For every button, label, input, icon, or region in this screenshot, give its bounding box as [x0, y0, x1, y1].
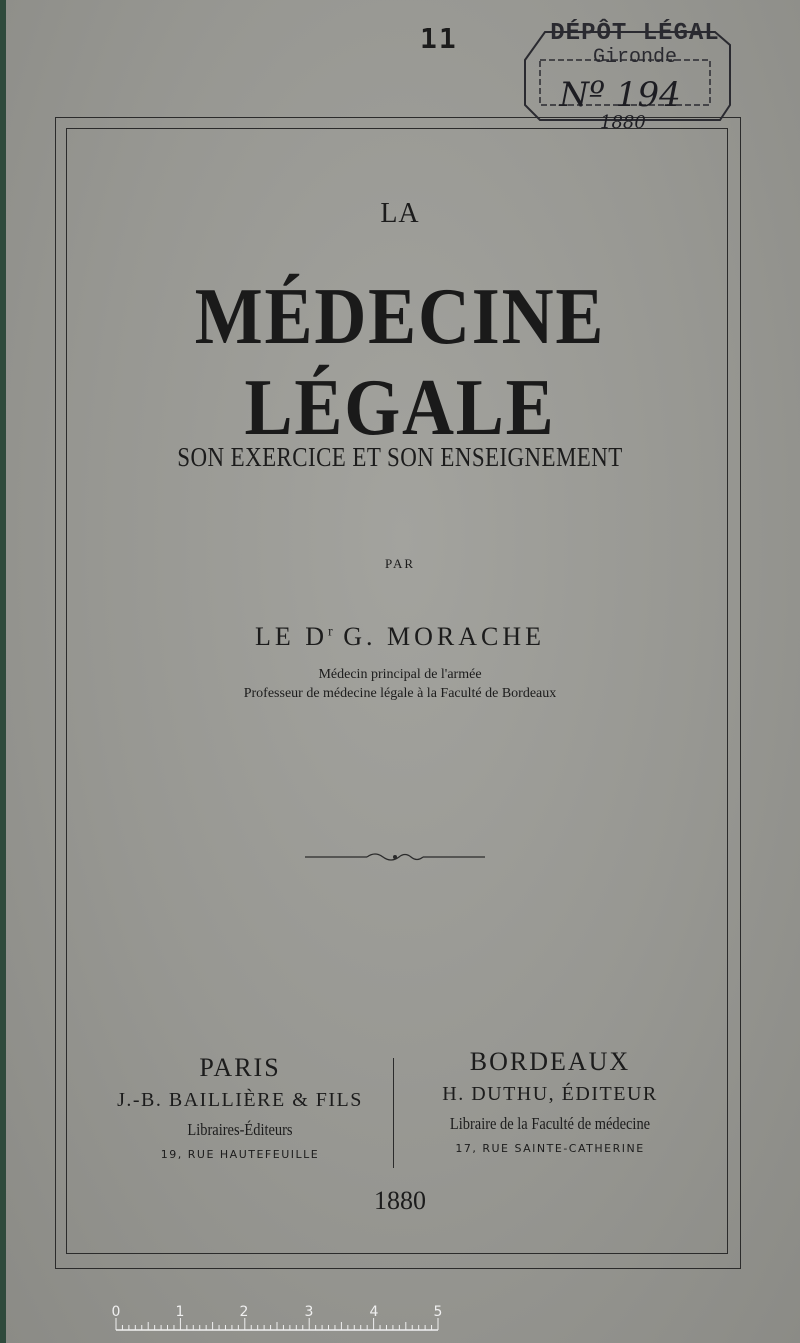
ruler-ticks	[116, 1318, 438, 1330]
imprint-city-bordeaux: BORDEAUX	[469, 1047, 631, 1076]
ruler-label: 0	[111, 1304, 121, 1320]
main-title: MÉDECINE LÉGALE	[194, 273, 606, 452]
depot-legal-stamp	[515, 20, 735, 133]
author-title-sup: r	[328, 624, 333, 640]
by-label: PAR	[384, 556, 416, 571]
author-qualifications	[0, 665, 800, 703]
author-name	[0, 622, 800, 652]
imprint-address-bordeaux: 17, RUE SAINTE-CATHERINE	[455, 1142, 645, 1155]
ruler-label: 2	[239, 1304, 249, 1320]
author-surname: G. MORACHE	[332, 622, 545, 651]
qualification-line-2: Professeur de médecine légale à la Faculté de Bordeaux	[243, 686, 557, 701]
imprint-role-bordeaux: Libraire de la Faculté de médecine	[449, 1114, 651, 1133]
imprint-publisher-bordeaux: H. DUTHU, ÉDITEUR	[442, 1083, 658, 1105]
imprint-city-paris: PARIS	[199, 1053, 281, 1082]
stamp-number-text: Nº 194	[559, 75, 681, 115]
imprint-divider	[393, 1058, 394, 1168]
scale-ruler	[111, 1302, 444, 1332]
ruler-label: 1	[175, 1304, 185, 1320]
imprint-bordeaux	[405, 1047, 695, 1155]
qualification-line-1: Médecin principal de l'armée	[318, 667, 482, 682]
subtitle: SON EXERCICE ET SON ENSEIGNEMENT	[177, 442, 623, 472]
stamp-depot-legal-text: DÉPÔT LÉGAL	[550, 20, 720, 47]
author-prefix: LE D	[254, 622, 329, 651]
ruler-label: 5	[433, 1304, 443, 1320]
ruler-label: 4	[369, 1304, 379, 1320]
ruler-label: 3	[304, 1304, 314, 1320]
publication-year: 1880	[374, 1186, 426, 1215]
imprint-role-paris: Libraires-Éditeurs	[187, 1120, 293, 1139]
stamp-gironde-text: Gironde	[592, 46, 677, 69]
imprint-publisher-paris: J.-B. BAILLIÈRE & FILS	[117, 1089, 363, 1111]
decorative-rule-icon	[305, 848, 485, 866]
folio-number: 11	[420, 22, 458, 55]
imprint-paris	[90, 1053, 390, 1161]
imprint-address-paris: 19, RUE HAUTEFEUILLE	[160, 1148, 320, 1161]
stamp-year-text: 1880	[600, 112, 646, 133]
title-article: LA	[380, 198, 420, 229]
